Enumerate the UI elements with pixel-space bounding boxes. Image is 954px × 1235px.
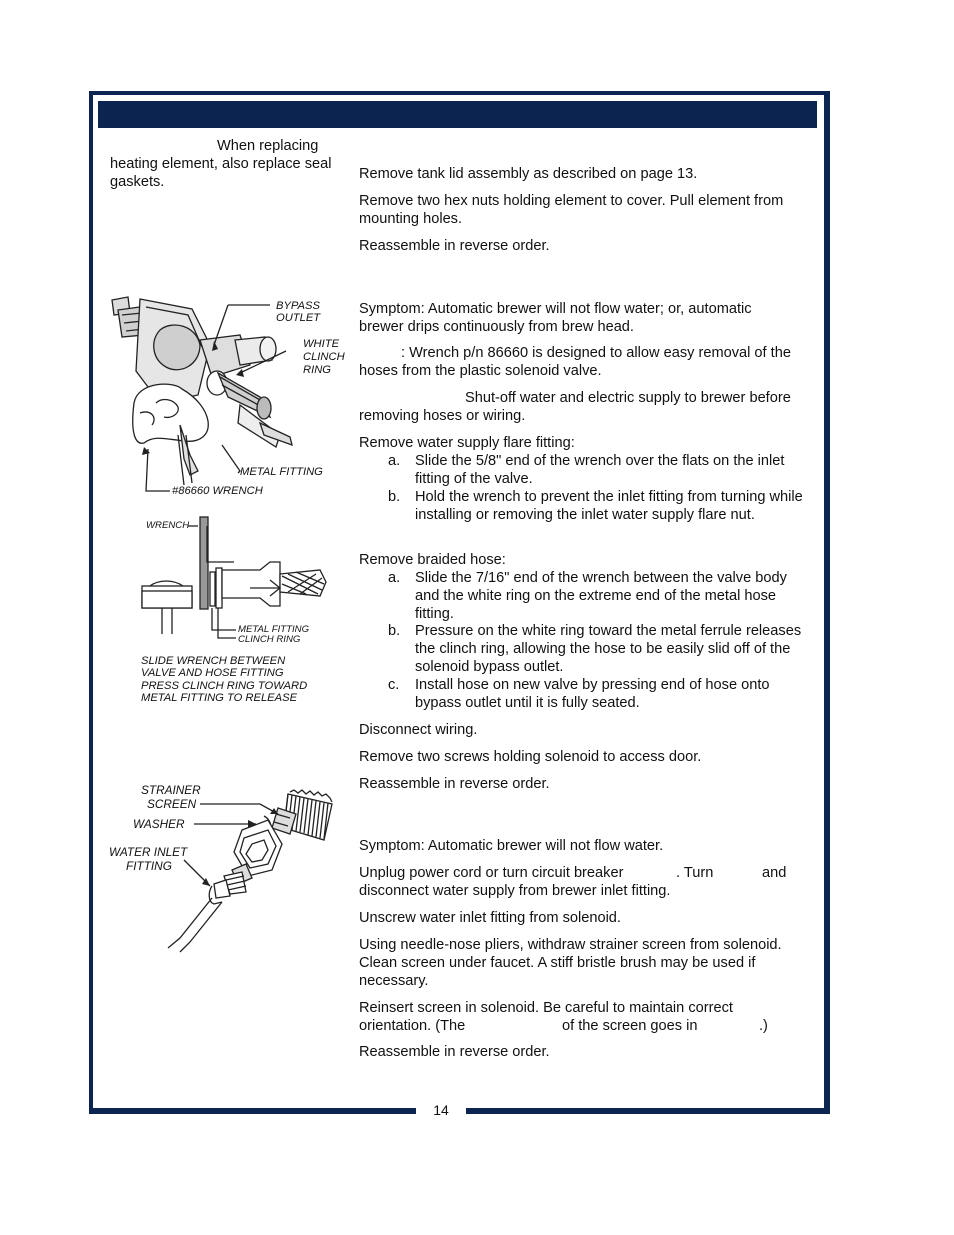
step-unscrew: Unscrew water inlet fitting from solenoid. bbox=[359, 910, 621, 926]
label-screen: SCREEN bbox=[147, 797, 197, 811]
hose-b-marker: b. bbox=[388, 623, 401, 639]
flare-a-marker: a. bbox=[388, 453, 401, 469]
reinsert-a: Reinsert screen in solenoid. Be careful to maintain correct bbox=[359, 1000, 733, 1016]
label-metal-fitting-2: METAL FITTING bbox=[238, 624, 310, 635]
symptom-2: Symptom: Automatic brewer will not flow water; or, automatic brewer drips continuously from brew head. bbox=[359, 301, 752, 335]
header-bar bbox=[98, 101, 817, 128]
label-wrench-1: #86660 WRENCH bbox=[172, 485, 263, 497]
caption-line-4: METAL FITTING TO RELEASE bbox=[141, 692, 298, 704]
label-washer: WASHER bbox=[133, 817, 185, 831]
step-remove-lid: Remove tank lid assembly as described on page 13. bbox=[359, 166, 698, 182]
shutoff-warning: Shut-off water and electric supply to brewer before removing hoses or wiring. bbox=[359, 390, 791, 424]
hose-c-marker: c. bbox=[388, 677, 400, 693]
label-ring: RING bbox=[303, 364, 331, 376]
label-wrench-2: WRENCH bbox=[146, 520, 190, 531]
label-clinch-ring: CLINCH RING bbox=[238, 634, 301, 645]
flare-a: Slide the 5/8" end of the wrench over the flats on the inlet fitting of the valve. bbox=[415, 453, 785, 487]
hose-title: Remove braided hose: bbox=[359, 552, 506, 568]
label-white: WHITE bbox=[303, 338, 340, 350]
reinsert-c: of the screen goes in bbox=[562, 1018, 698, 1034]
reinsert-d: .) bbox=[759, 1018, 768, 1034]
caption-line-2: VALVE AND HOSE FITTING bbox=[141, 667, 284, 679]
hose-a-marker: a. bbox=[388, 570, 401, 586]
caption-line-1: SLIDE WRENCH BETWEEN bbox=[141, 655, 286, 667]
reinsert-b: orientation. (The bbox=[359, 1018, 466, 1034]
step-remove-nuts: Remove two hex nuts holding element to cover. Pull element from mounting holes. bbox=[359, 193, 784, 227]
label-outlet: OUTLET bbox=[276, 312, 321, 324]
label-clinch: CLINCH bbox=[303, 351, 345, 363]
step-pliers: Using needle-nose pliers, withdraw strainer screen from solenoid. Clean screen under faucet. A stiff bristle brush may be used if necessary. bbox=[359, 937, 782, 989]
step-reassemble-3: Reassemble in reverse order. bbox=[359, 1044, 550, 1060]
wrench-note: : Wrench p/n 86660 is designed to allow easy removal of the hoses from the plastic solenoid valve. bbox=[359, 345, 791, 379]
step-disconnect-wiring: Disconnect wiring. bbox=[359, 722, 478, 738]
unplug-d: disconnect water supply from brewer inlet fitting. bbox=[359, 883, 671, 899]
label-water-inlet: WATER INLET bbox=[109, 845, 188, 859]
hose-a: Slide the 7/16" end of the wrench between the valve body and the white ring on the extreme end of the metal hose fitting. bbox=[415, 570, 787, 622]
hose-b: Pressure on the white ring toward the metal ferrule releases the clinch ring, allowing the hose to be easily slid off of the solenoid bypass outlet. bbox=[415, 623, 802, 675]
flare-b: Hold the wrench to prevent the inlet fitting from turning while installing or removing the inlet water supply flare nut. bbox=[415, 489, 803, 523]
unplug-a: Unplug power cord or turn circuit breaker bbox=[359, 865, 624, 881]
label-strainer: STRAINER bbox=[141, 783, 201, 797]
element-note: When replacing heating element, also replace seal gaskets. bbox=[110, 138, 332, 190]
page-number: 14 bbox=[433, 1102, 449, 1118]
unplug-b: . Turn bbox=[676, 865, 714, 881]
caption-line-3: PRESS CLINCH RING TOWARD bbox=[141, 680, 308, 692]
unplug-c: and bbox=[762, 865, 787, 881]
step-reassemble-2: Reassemble in reverse order. bbox=[359, 776, 550, 792]
step-remove-screws: Remove two screws holding solenoid to access door. bbox=[359, 749, 702, 765]
label-bypass: BYPASS bbox=[276, 300, 320, 312]
flare-b-marker: b. bbox=[388, 489, 401, 505]
label-metal-fitting-1: METAL FITTING bbox=[240, 466, 323, 478]
step-reassemble-1: Reassemble in reverse order. bbox=[359, 238, 550, 254]
flare-title: Remove water supply flare fitting: bbox=[359, 435, 575, 451]
label-fitting: FITTING bbox=[126, 859, 172, 873]
hose-c: Install hose on new valve by pressing end of hose onto bypass outlet until it is fully seated. bbox=[415, 677, 770, 711]
symptom-3: Symptom: Automatic brewer will not flow water. bbox=[359, 838, 664, 854]
